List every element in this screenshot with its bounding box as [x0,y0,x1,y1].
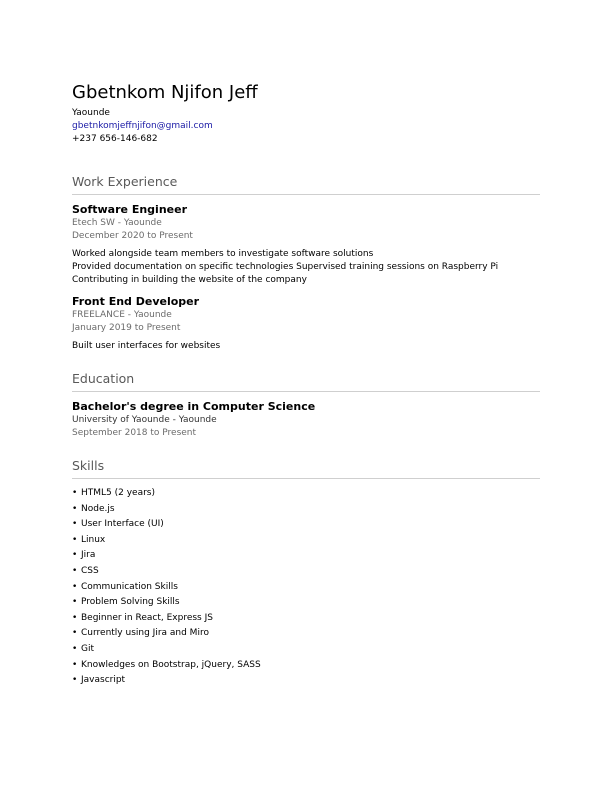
job-description-line: Worked alongside team members to investigate software solutions [72,249,374,259]
education-dates: September 2018 to Present [72,428,197,438]
job-description [72,248,540,287]
skill-label: Node.js [81,503,115,514]
skill-item [72,502,540,518]
skill-label: HTML5 (2 years) [81,488,156,498]
skill-item [72,580,540,596]
job-description-line: Built user interfaces for websites [72,341,221,351]
bullet-icon: • [72,597,78,608]
skills-list [72,486,540,689]
school-name: University of Yaounde - Yaounde [72,415,217,425]
job-description-line: Contributing in building the website of the company [72,275,307,285]
work-experience-section [72,174,540,353]
skill-item [72,658,540,674]
job-title: Front End Developer [72,295,200,308]
skill-label: Knowledges on Bootstrap, jQuery, SASS [81,659,261,670]
bullet-icon: • [72,503,78,514]
skill-item [72,564,540,580]
job-entry [72,295,540,353]
education-section [72,371,540,440]
job-entry [72,203,540,287]
degree-title: Bachelor's degree in Computer Science [72,400,316,413]
bullet-icon: • [72,550,78,561]
skill-label: User Interface (UI) [81,519,164,530]
skill-label: Communication Skills [81,581,178,592]
skill-item [72,517,540,533]
bullet-icon: • [72,565,78,576]
job-company: FREELANCE - Yaounde [72,310,172,320]
skills-section [72,458,540,689]
location: Yaounde [72,108,110,118]
education-entry [72,400,540,440]
skill-item [72,548,540,564]
skill-label: Javascript [81,675,126,686]
skill-item [72,642,540,658]
bullet-icon: • [72,519,78,530]
skill-label: Git [81,643,95,654]
job-title: Software Engineer [72,203,187,216]
job-company: Etech SW - Yaounde [72,218,162,228]
skill-label: CSS [81,565,99,576]
bullet-icon: • [72,581,78,592]
job-dates: December 2020 to Present [72,231,193,241]
skill-label: Problem Solving Skills [81,597,180,608]
job-description [72,340,540,353]
skill-label: Currently using Jira and Miro [81,628,209,639]
email-link[interactable]: gbetnkomjeffnjifon@gmail.com [72,121,213,131]
bullet-icon: • [72,628,78,639]
section-heading-skills: Skills [72,458,540,479]
job-dates: January 2019 to Present [72,323,181,333]
bullet-icon: • [72,659,78,670]
bullet-icon: • [72,488,78,498]
resume-page [72,82,540,689]
skill-item [72,611,540,627]
skill-label: Beginner in React, Express JS [81,612,213,623]
bullet-icon: • [72,612,78,623]
skill-item [72,626,540,642]
phone-number: +237 656-146-682 [72,134,158,144]
skill-item [72,595,540,611]
section-heading-education: Education [72,371,540,392]
bullet-icon: • [72,643,78,654]
skill-item [72,673,540,689]
skill-item [72,486,540,502]
section-heading-work: Work Experience [72,174,540,195]
skill-label: Jira [81,550,96,561]
bullet-icon: • [72,675,78,686]
candidate-name: Gbetnkom Njifon Jeff [72,82,258,103]
resume-header [72,82,540,146]
bullet-icon: • [72,534,78,545]
skill-label: Linux [81,534,106,545]
job-description-line: Provided documentation on specific technologies Supervised training sessions on Raspberry Pi [72,262,499,272]
skill-item [72,533,540,549]
